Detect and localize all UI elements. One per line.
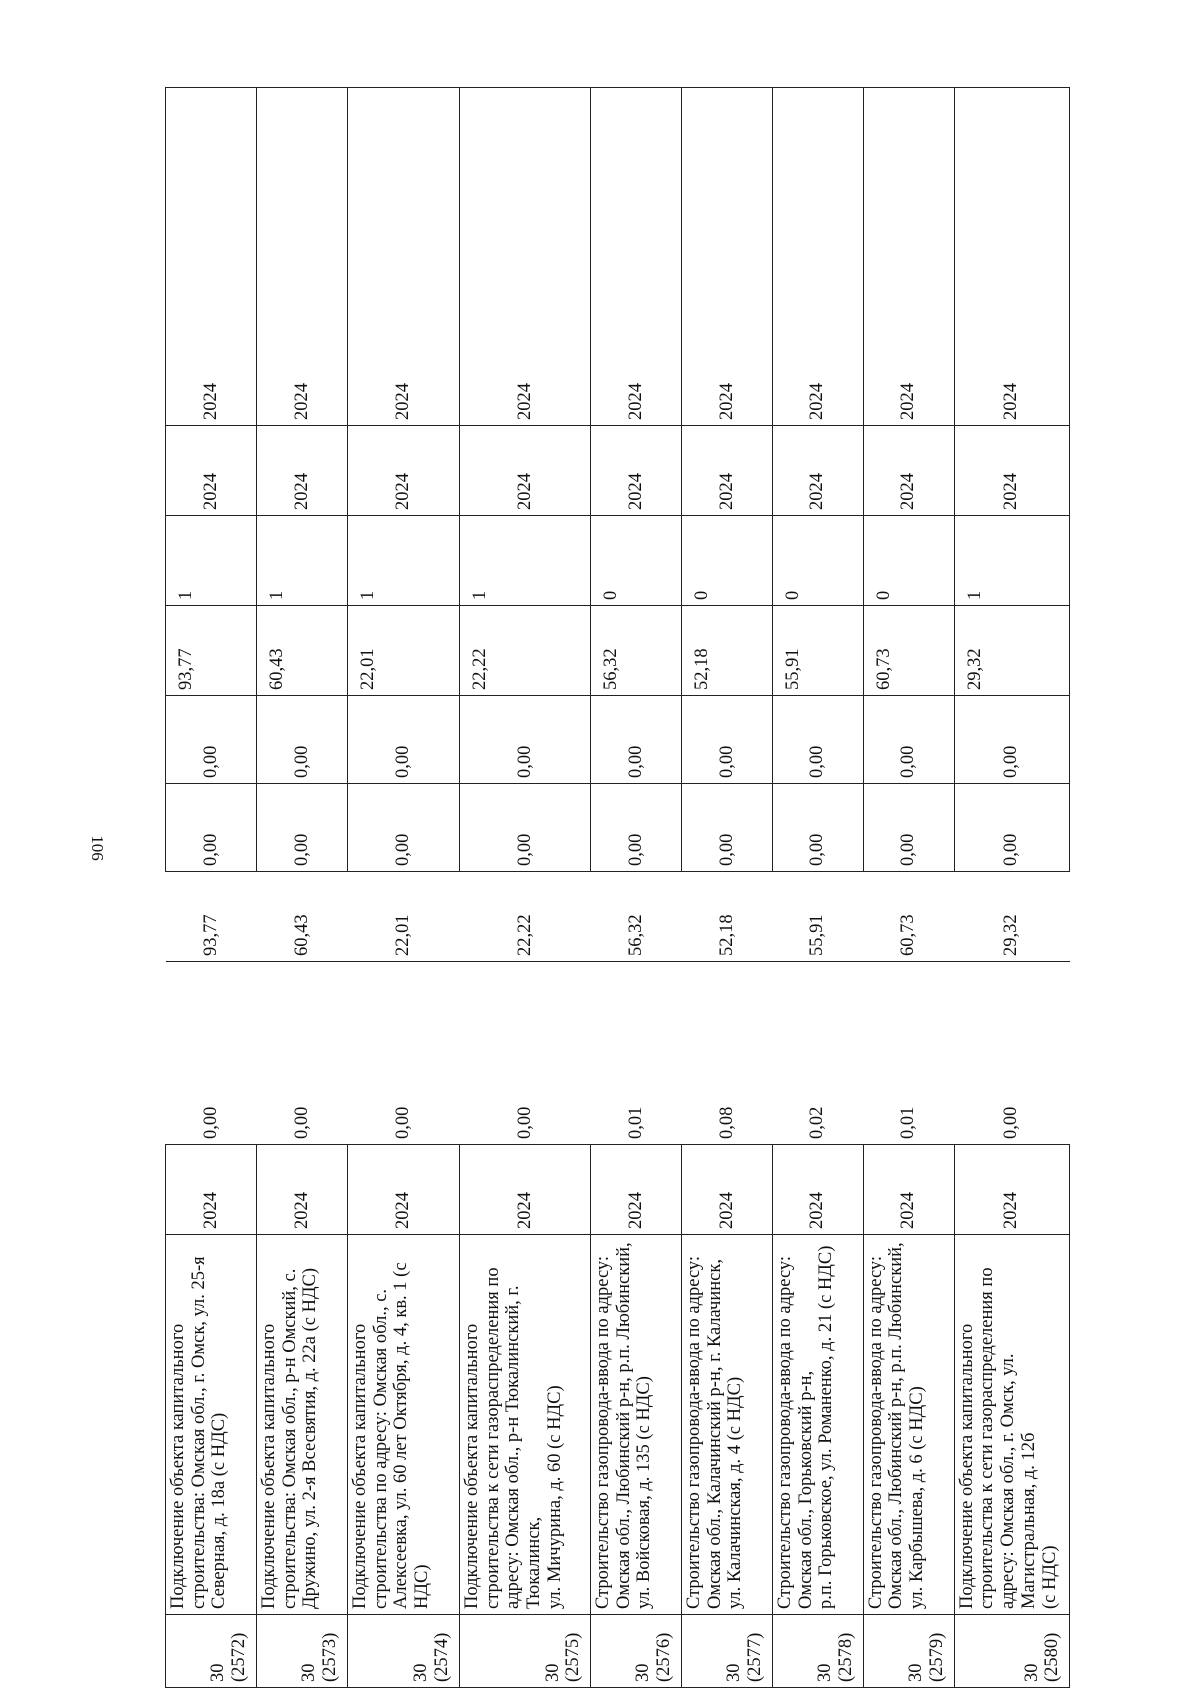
row-description: Подключение объекта капитального строительства: Омская обл., р-н Омский, с. Дружино, ул. 2-я Всесвятия, д. 22а (с НДС) [256, 1235, 347, 1615]
row-number: 30 (2575) [459, 1615, 590, 1688]
row-year: 2024 [591, 1145, 682, 1235]
table-row [459, 88, 590, 1688]
row-number: 30 (2576) [591, 1615, 682, 1688]
row-year-start: 2024 [954, 426, 1069, 516]
row-value-5: 29,32 [954, 606, 1069, 696]
row-description: Строительство газопровода-ввода по адресу: Омская обл., Любинский р-н, р.п. Любинский, ул. Карбышева, д. 6 (с НДС) [863, 1235, 954, 1615]
rotated-table-wrapper [165, 88, 1070, 1688]
row-flag: 0 [591, 516, 682, 606]
row-value-4: 0,00 [772, 696, 863, 784]
row-flag: 1 [256, 516, 347, 606]
row-flag: 1 [347, 516, 459, 606]
row-year-end: 2024 [591, 88, 682, 426]
page-number: 106 [88, 835, 107, 861]
row-value-2: 93,77 [166, 872, 257, 962]
row-value-4: 0,00 [681, 696, 772, 784]
row-value-5: 22,01 [347, 606, 459, 696]
row-value-2: 29,32 [954, 872, 1069, 962]
row-number: 30 (2577) [681, 1615, 772, 1688]
row-flag: 1 [954, 516, 1069, 606]
row-value-5: 93,77 [166, 606, 257, 696]
row-description: Подключение объекта капитального строительства: Омская обл., г. Омск, ул. 25-я Северная, д. 18а (с НДС) [166, 1235, 257, 1615]
row-number: 30 (2580) [954, 1615, 1069, 1688]
row-year-end: 2024 [863, 88, 954, 426]
row-value-3: 0,00 [347, 784, 459, 872]
row-year: 2024 [954, 1145, 1069, 1235]
row-year-start: 2024 [166, 426, 257, 516]
row-value-2: 22,01 [347, 872, 459, 962]
table-row [954, 88, 1069, 1688]
row-value-2: 60,43 [256, 872, 347, 962]
row-value-2: 60,73 [863, 872, 954, 962]
row-value-2: 22,22 [459, 872, 590, 962]
table-row [591, 88, 682, 1688]
row-year-end: 2024 [256, 88, 347, 426]
row-value-3: 0,00 [772, 784, 863, 872]
row-value-2: 52,18 [681, 872, 772, 962]
row-value-4: 0,00 [347, 696, 459, 784]
row-value-2: 56,32 [591, 872, 682, 962]
row-value-1: 0,08 [681, 962, 772, 1145]
row-year-end: 2024 [954, 88, 1069, 426]
row-year: 2024 [863, 1145, 954, 1235]
row-value-5: 60,73 [863, 606, 954, 696]
row-year-end: 2024 [772, 88, 863, 426]
row-flag: 1 [459, 516, 590, 606]
row-value-5: 56,32 [591, 606, 682, 696]
row-value-4: 0,00 [166, 696, 257, 784]
row-year-end: 2024 [347, 88, 459, 426]
row-value-1: 0,01 [863, 962, 954, 1145]
row-value-4: 0,00 [954, 696, 1069, 784]
row-value-2: 55,91 [772, 872, 863, 962]
row-value-3: 0,00 [459, 784, 590, 872]
row-description: Строительство газопровода-ввода по адресу: Омская обл., Любинский р-н, р.п. Любинский, ул. Войсковая, д. 135 (с НДС) [591, 1235, 682, 1615]
row-flag: 1 [166, 516, 257, 606]
row-year: 2024 [347, 1145, 459, 1235]
row-year-start: 2024 [681, 426, 772, 516]
row-value-3: 0,00 [256, 784, 347, 872]
table-row [166, 88, 257, 1688]
table-body [166, 88, 1070, 1688]
row-flag: 0 [863, 516, 954, 606]
row-value-5: 55,91 [772, 606, 863, 696]
row-value-1: 0,00 [459, 962, 590, 1145]
row-value-3: 0,00 [166, 784, 257, 872]
row-year-end: 2024 [681, 88, 772, 426]
row-value-4: 0,00 [459, 696, 590, 784]
row-description: Подключение объекта капитального строительства по адресу: Омская обл., с. Алексеевка, ул. 60 лет Октября, д. 4, кв. 1 (с НДС) [347, 1235, 459, 1615]
row-year-start: 2024 [256, 426, 347, 516]
row-value-3: 0,00 [863, 784, 954, 872]
row-value-1: 0,02 [772, 962, 863, 1145]
row-flag: 0 [772, 516, 863, 606]
row-year-start: 2024 [591, 426, 682, 516]
row-value-1: 0,00 [166, 962, 257, 1145]
row-value-5: 52,18 [681, 606, 772, 696]
row-value-3: 0,00 [681, 784, 772, 872]
row-year-end: 2024 [166, 88, 257, 426]
row-description: Строительство газопровода-ввода по адресу: Омская обл., Горьковский р-н, р.п. Горьковское, ул. Романенко, д. 21 (с НДС) [772, 1235, 863, 1615]
row-number: 30 (2574) [347, 1615, 459, 1688]
row-value-5: 60,43 [256, 606, 347, 696]
row-value-1: 0,00 [954, 962, 1069, 1145]
row-value-4: 0,00 [591, 696, 682, 784]
row-description: Подключение объекта капитального строительства к сети газораспределения по адресу: Омская обл., р-н Тюкалинский, г. Тюкалинск, ул. Мичурина, д. 60 (с НДС) [459, 1235, 590, 1615]
row-year: 2024 [772, 1145, 863, 1235]
row-value-4: 0,00 [863, 696, 954, 784]
row-value-3: 0,00 [954, 784, 1069, 872]
row-value-1: 0,00 [256, 962, 347, 1145]
table-row [681, 88, 772, 1688]
row-year: 2024 [256, 1145, 347, 1235]
row-year: 2024 [166, 1145, 257, 1235]
row-year-start: 2024 [347, 426, 459, 516]
row-number: 30 (2573) [256, 1615, 347, 1688]
row-value-5: 22,22 [459, 606, 590, 696]
row-flag: 0 [681, 516, 772, 606]
row-value-3: 0,00 [591, 784, 682, 872]
row-year-end: 2024 [459, 88, 590, 426]
row-value-1: 0,01 [591, 962, 682, 1145]
row-description: Подключение объекта капитального строительства к сети газораспределения по адресу: Омская обл., г. Омск, ул. Магистральная, д. 12б (с НДС) [954, 1235, 1069, 1615]
row-number: 30 (2572) [166, 1615, 257, 1688]
row-value-4: 0,00 [256, 696, 347, 784]
table-row [863, 88, 954, 1688]
row-number: 30 (2578) [772, 1615, 863, 1688]
row-year: 2024 [459, 1145, 590, 1235]
row-number: 30 (2579) [863, 1615, 954, 1688]
row-year-start: 2024 [863, 426, 954, 516]
table-row [256, 88, 347, 1688]
row-value-1: 0,00 [347, 962, 459, 1145]
table-row [772, 88, 863, 1688]
row-year: 2024 [681, 1145, 772, 1235]
table-row [347, 88, 459, 1688]
investment-table [165, 87, 1070, 1688]
row-year-start: 2024 [772, 426, 863, 516]
row-description: Строительство газопровода-ввода по адресу: Омская обл., Калачинский р-н, г. Калачинск, ул. Калачинская, д. 4 (с НДС) [681, 1235, 772, 1615]
row-year-start: 2024 [459, 426, 590, 516]
